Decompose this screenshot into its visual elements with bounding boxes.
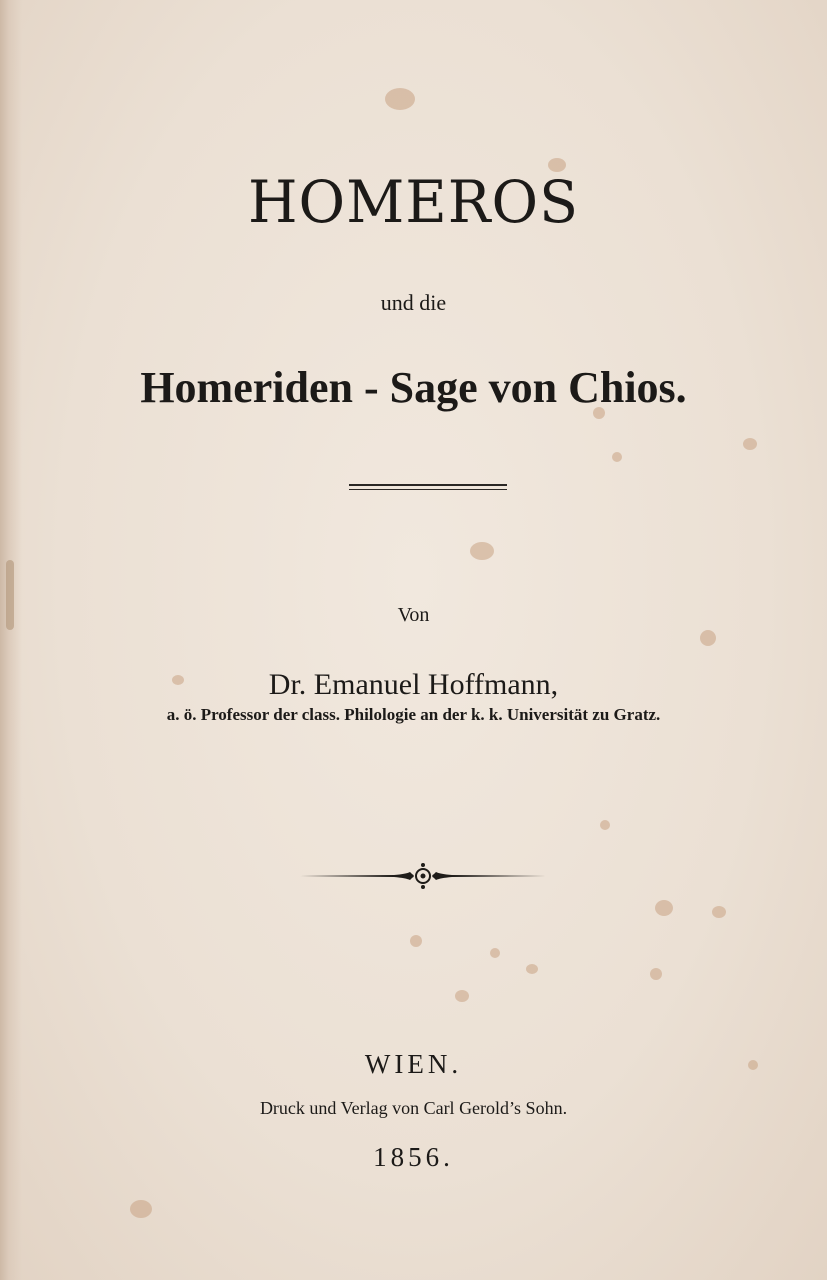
foxing-spot [526, 964, 538, 974]
foxing-spot [650, 968, 662, 980]
foxing-spot [743, 438, 757, 450]
foxing-spot [410, 935, 422, 947]
double-rule-top [349, 484, 507, 486]
by-label: Von [397, 604, 430, 626]
publisher-line: Druck und Verlag von Carl Gerold’s Sohn. [259, 1098, 568, 1118]
foxing-spot [655, 900, 673, 916]
book-title: HOMEROS [247, 168, 580, 236]
publication-year: 1856. [373, 1142, 454, 1172]
foxing-spot [455, 990, 469, 1002]
foxing-spot [712, 906, 726, 918]
foxing-spot [612, 452, 622, 462]
author-name: Dr. Emanuel Hoffmann, [268, 668, 559, 701]
foxing-spot [470, 542, 494, 560]
foxing-spot [385, 88, 415, 110]
foxing-spot [490, 948, 500, 958]
author-affiliation: a. ö. Professor der class. Philologie an der k. k. Universität zu Gratz. [166, 705, 661, 724]
book-subtitle: Homeriden - Sage von Chios. [140, 363, 687, 412]
ornamental-divider [298, 862, 548, 890]
title-connector: und die [380, 290, 447, 315]
publication-city: WIEN. [364, 1049, 463, 1079]
foxing-spot [700, 630, 716, 646]
foxing-spot [600, 820, 610, 830]
double-rule-bottom [349, 489, 507, 490]
foxing-spot [130, 1200, 152, 1218]
